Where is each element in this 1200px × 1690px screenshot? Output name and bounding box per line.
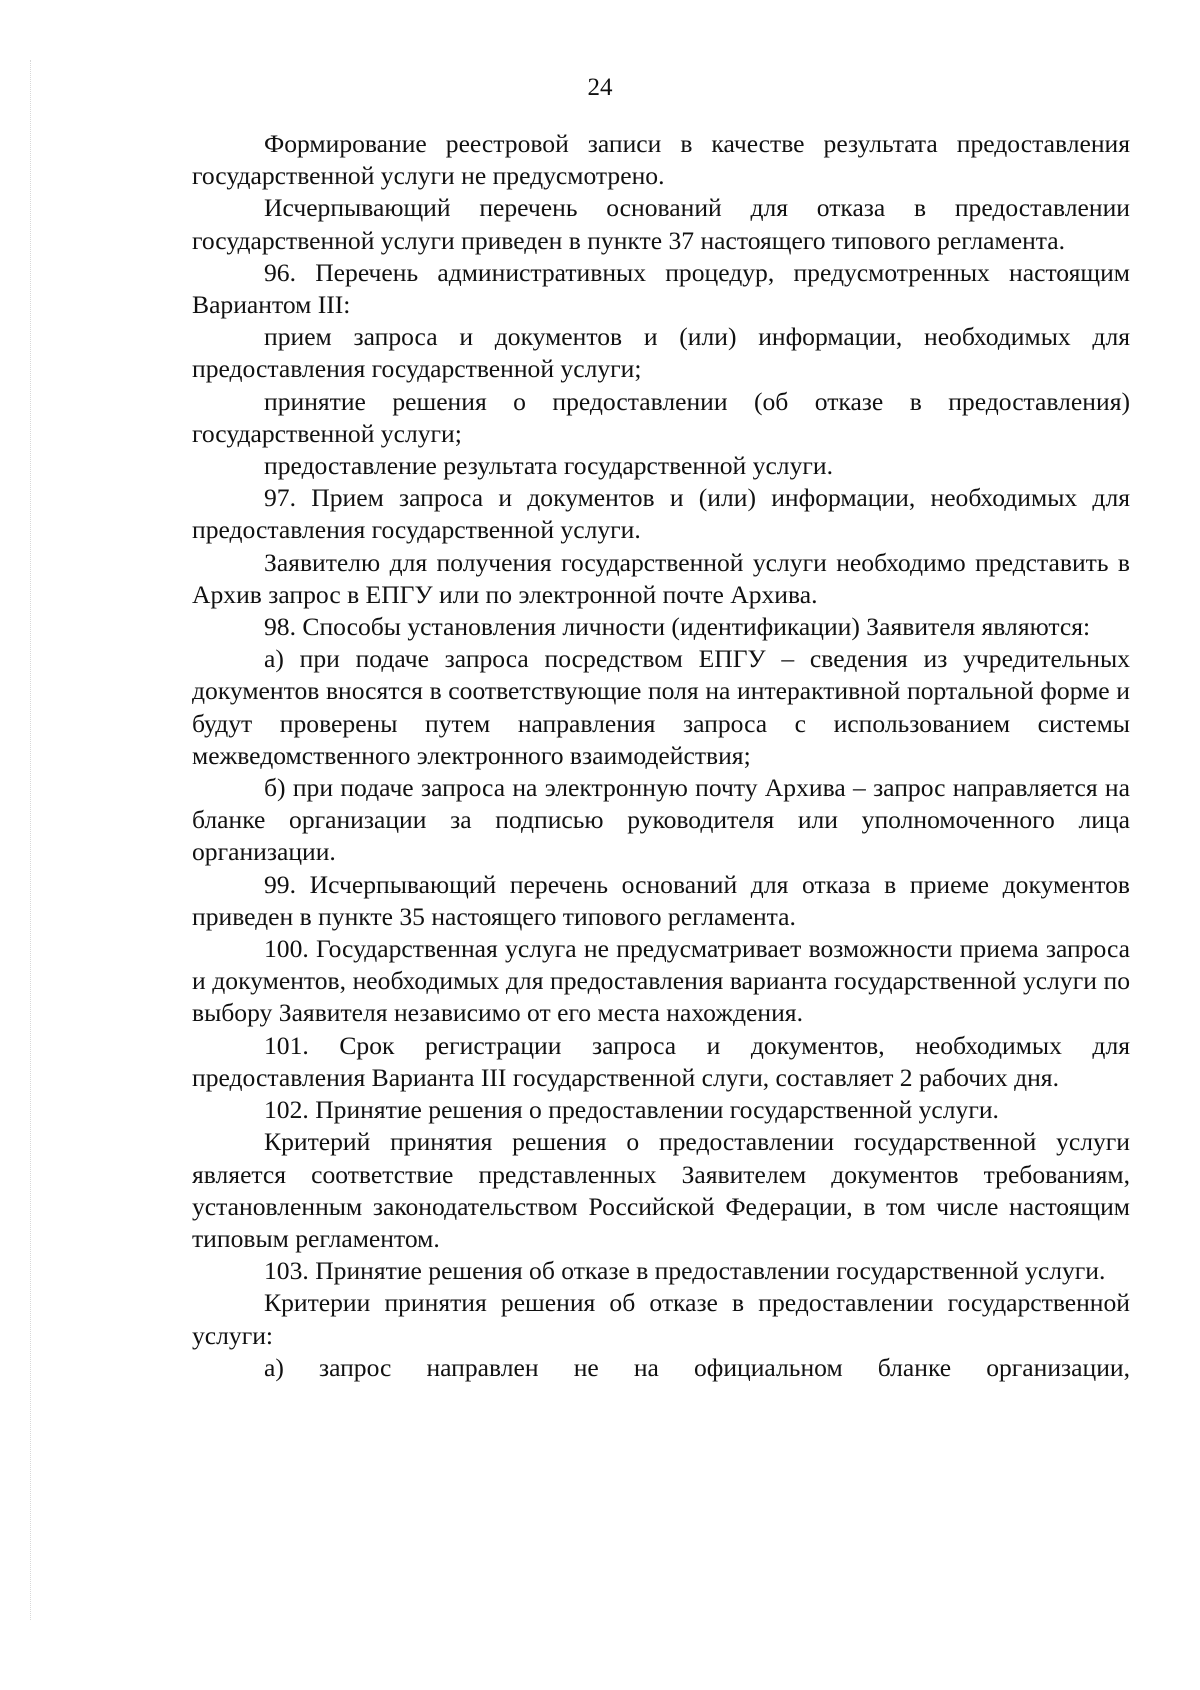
paragraph: Формирование реестровой записи в качестве результата предоставления государственной услуги не предусмотрено. (192, 129, 1130, 191)
paragraph: 100. Государственная услуга не предусматривает возможности приема запроса и документов, необходимых для предоставления варианта государственной услуги по выбору Заявителя независимо от его места нахождения. (192, 934, 1130, 1028)
paragraph: Критерий принятия решения о предоставлении государственной услуги является соответствие представленных Заявителем документов требованиям, установленным законодательством Российской Федерации, в том числе настоящим типовым регламентом. (192, 1127, 1130, 1253)
paragraph: Заявителю для получения государственной услуги необходимо представить в Архив запрос в ЕПГУ или по электронной почте Архива. (192, 547, 1130, 609)
paragraph: прием запроса и документов и (или) информации, необходимых для предоставления государственной услуги; (192, 322, 1130, 384)
paragraph: Критерии принятия решения об отказе в предоставлении государственной услуги: (192, 1288, 1130, 1350)
scan-margin-artifact (30, 60, 37, 1620)
paragraph: а) при подаче запроса посредством ЕПГУ – сведения из учредительных документов вносятся в соответствующие поля на интерактивной портальной форме и будут проверены путем направления запроса с использованием системы межведомственного электронного взаимодействия; (192, 644, 1130, 770)
paragraph: 97. Прием запроса и документов и (или) информации, необходимых для предоставления государственной услуги. (192, 483, 1130, 545)
paragraph: а) запрос направлен не на официальном бланке организации, (264, 1352, 1130, 1382)
paragraph: предоставление результата государственной услуги. (264, 451, 833, 481)
document-body (192, 128, 1130, 1384)
paragraph: 103. Принятие решения об отказе в предоставлении государственной услуги. (264, 1256, 1106, 1286)
paragraph: принятие решения о предоставлении (об отказе в предоставления) государственной услуги; (192, 386, 1130, 448)
paragraph: б) при подаче запроса на электронную почту Архива – запрос направляется на бланке организации за подписью руководителя или уполномоченного лица организации. (192, 773, 1130, 867)
paragraph: Исчерпывающий перечень оснований для отказа в предоставлении государственной услуги приведен в пункте 37 настоящего типового регламента. (192, 193, 1130, 255)
paragraph: 99. Исчерпывающий перечень оснований для отказа в приеме документов приведен в пункте 35 настоящего типового регламента. (192, 869, 1130, 931)
page-number: 24 (587, 74, 613, 101)
paragraph: 98. Способы установления личности (идентификации) Заявителя являются: (264, 612, 1091, 642)
paragraph: 96. Перечень административных процедур, предусмотренных настоящим Вариантом III: (192, 257, 1130, 320)
paragraph: 102. Принятие решения о предоставлении государственной услуги. (264, 1095, 999, 1125)
paragraph: 101. Срок регистрации запроса и документов, необходимых для предоставления Варианта III государственной слуги, составляет 2 рабочих дня. (192, 1030, 1130, 1092)
